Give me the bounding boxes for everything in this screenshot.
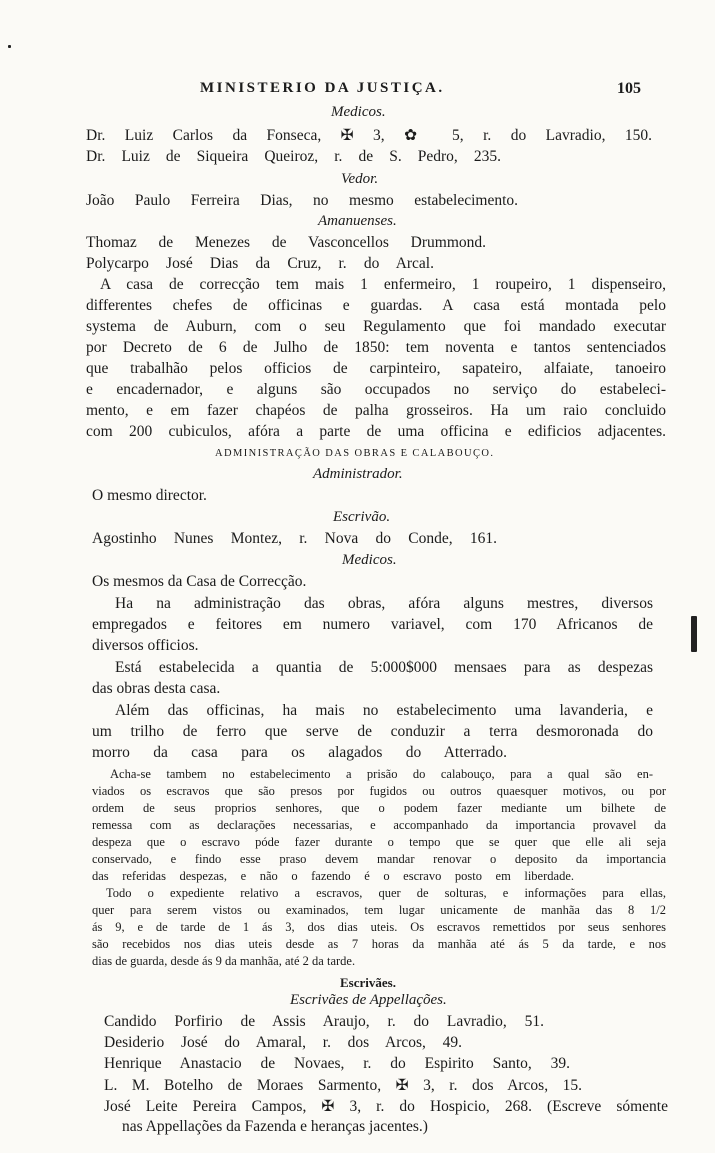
paragraph-line: das obras desta casa.	[92, 680, 221, 697]
section-heading-medicos: Medicos.	[331, 104, 386, 120]
paragraph-line: por Decreto de 6 de Julho de 1850: tem noventa e tantos sentenciados	[86, 339, 666, 356]
ink-speck	[8, 45, 11, 48]
text-line: Henrique Anastacio de Novaes, r. do Espirito Santo, 39.	[104, 1055, 570, 1072]
paragraph-line: um trilho de ferro que serve de conduzir a terra desmoronada do	[92, 723, 653, 740]
small-paragraph-line: Acha-se tambem no estabelecimento a prisão do calabouço, para a qual são en-	[110, 767, 653, 781]
small-paragraph-line: Todo o expediente relativo a escravos, quer de solturas, e informações para ellas,	[106, 886, 666, 900]
small-paragraph-line: quer para serem vistos ou examinados, tem lugar unicamente de manhãa das 8 1/2	[92, 903, 666, 917]
text-line: Os mesmos da Casa de Correcção.	[92, 573, 307, 590]
paragraph-line: mento, e em fazer chapéos de palha grosseiros. Ha um raio concluido	[86, 402, 666, 419]
small-paragraph-line: conservado, e findo esse praso devem mandar renovar o deposito da importancia	[92, 852, 666, 866]
margin-mark	[691, 616, 697, 652]
page-number: 105	[617, 80, 641, 97]
page-header	[0, 80, 715, 102]
paragraph-line: systema de Auburn, com o seu Regulamento que foi mandado executar	[86, 318, 666, 335]
text-line: José Leite Pereira Campos, ✠ 3, r. do Hospicio, 268. (Escreve sómente	[104, 1098, 668, 1115]
text-line: nas Appellações da Fazenda e heranças jacentes.)	[122, 1118, 428, 1135]
text-line: Thomaz de Menezes de Vasconcellos Drummond.	[86, 234, 486, 251]
paragraph-line: com 200 cubiculos, afóra a parte de uma officina e edificios adjacentes.	[86, 423, 666, 440]
text-line: Candido Porfirio de Assis Araujo, r. do Lavradio, 51.	[104, 1013, 544, 1030]
small-paragraph-line: das referidas despezas, e não o fazendo é o escravo posto em liberdade.	[92, 869, 574, 883]
text-line: João Paulo Ferreira Dias, no mesmo estabelecimento.	[86, 192, 518, 209]
small-paragraph-line: viados os escravos que são presos por fugidos ou outros quaesquer motivos, ou por	[92, 784, 666, 798]
paragraph-line: A casa de correcção tem mais 1 enfermeiro, 1 roupeiro, 1 dispenseiro,	[100, 276, 666, 293]
paragraph-line: morro da casa para os alagados do Atterrado.	[92, 744, 507, 761]
section-heading-medicos-2: Medicos.	[342, 552, 397, 568]
small-paragraph-line: despeza que o escravo póde fazer durante o tempo que se quer que elle ali seja	[92, 835, 666, 849]
text-line: Agostinho Nunes Montez, r. Nova do Conde, 161.	[92, 530, 497, 547]
paragraph-line: diversos officios.	[92, 637, 199, 654]
small-paragraph-line: remessa com as declarações necessarias, e accompanhado da importancia provavel da	[92, 818, 666, 832]
paragraph-line: Além das officinas, ha mais no estabelecimento uma lavanderia, e	[115, 702, 653, 719]
section-heading-amanuenses: Amanuenses.	[318, 213, 397, 229]
paragraph-line: que trabalhão pelos officios de carpinteiro, sapateiro, alfaiate, tanoeiro	[86, 360, 666, 377]
paragraph-line: e encadernador, e alguns são occupados no serviço do estabeleci-	[86, 381, 666, 398]
section-heading-administracao: ADMINISTRAÇÃO DAS OBRAS E CALABOUÇO.	[215, 448, 495, 459]
running-title: MINISTERIO DA JUSTIÇA.	[200, 80, 445, 96]
section-heading-escrivao: Escrivão.	[333, 509, 391, 525]
paragraph-line: differentes chefes de officinas e guardas. A casa está montada pelo	[86, 297, 666, 314]
small-paragraph-line: ordem de seus proprios senhores, que o podem fazer mediante um bilhete de	[92, 801, 666, 815]
text-line: Dr. Luiz Carlos da Fonseca, ✠ 3, ✿ 5, r. do Lavradio, 150.	[86, 127, 652, 144]
small-paragraph-line: ás 9, e de tarde de 1 ás 3, dos dias uteis. Os escravos remettidos por seus senhores	[92, 920, 666, 934]
section-heading-escrivaes-appellacoes: Escrivães de Appellações.	[290, 992, 447, 1008]
paragraph-line: Ha na administração das obras, afóra alguns mestres, diversos	[115, 595, 653, 612]
paragraph-line: Está estabelecida a quantia de 5:000$000 mensaes para as despezas	[115, 659, 653, 676]
text-line: O mesmo director.	[92, 487, 207, 504]
text-line: Dr. Luiz de Siqueira Queiroz, r. de S. Pedro, 235.	[86, 148, 501, 165]
section-heading-escrivaes: Escrivães.	[340, 975, 396, 990]
paragraph-line: empregados e feitores em numero variavel, com 170 Africanos de	[92, 616, 653, 633]
small-paragraph-line: dias de guarda, desde ás 9 da manhãa, até 2 da tarde.	[92, 954, 356, 968]
small-paragraph-line: são recebidos nos dias uteis desde as 7 horas da manhãa até ás 5 da tarde, e nos	[92, 937, 666, 951]
text-line: L. M. Botelho de Moraes Sarmento, ✠ 3, r. dos Arcos, 15.	[104, 1077, 582, 1094]
section-heading-vedor: Vedor.	[341, 171, 379, 187]
text-line: Polycarpo José Dias da Cruz, r. do Arcal.	[86, 255, 434, 272]
text-line: Desiderio José do Amaral, r. dos Arcos, 49.	[104, 1034, 462, 1051]
section-heading-administrador: Administrador.	[313, 466, 403, 482]
